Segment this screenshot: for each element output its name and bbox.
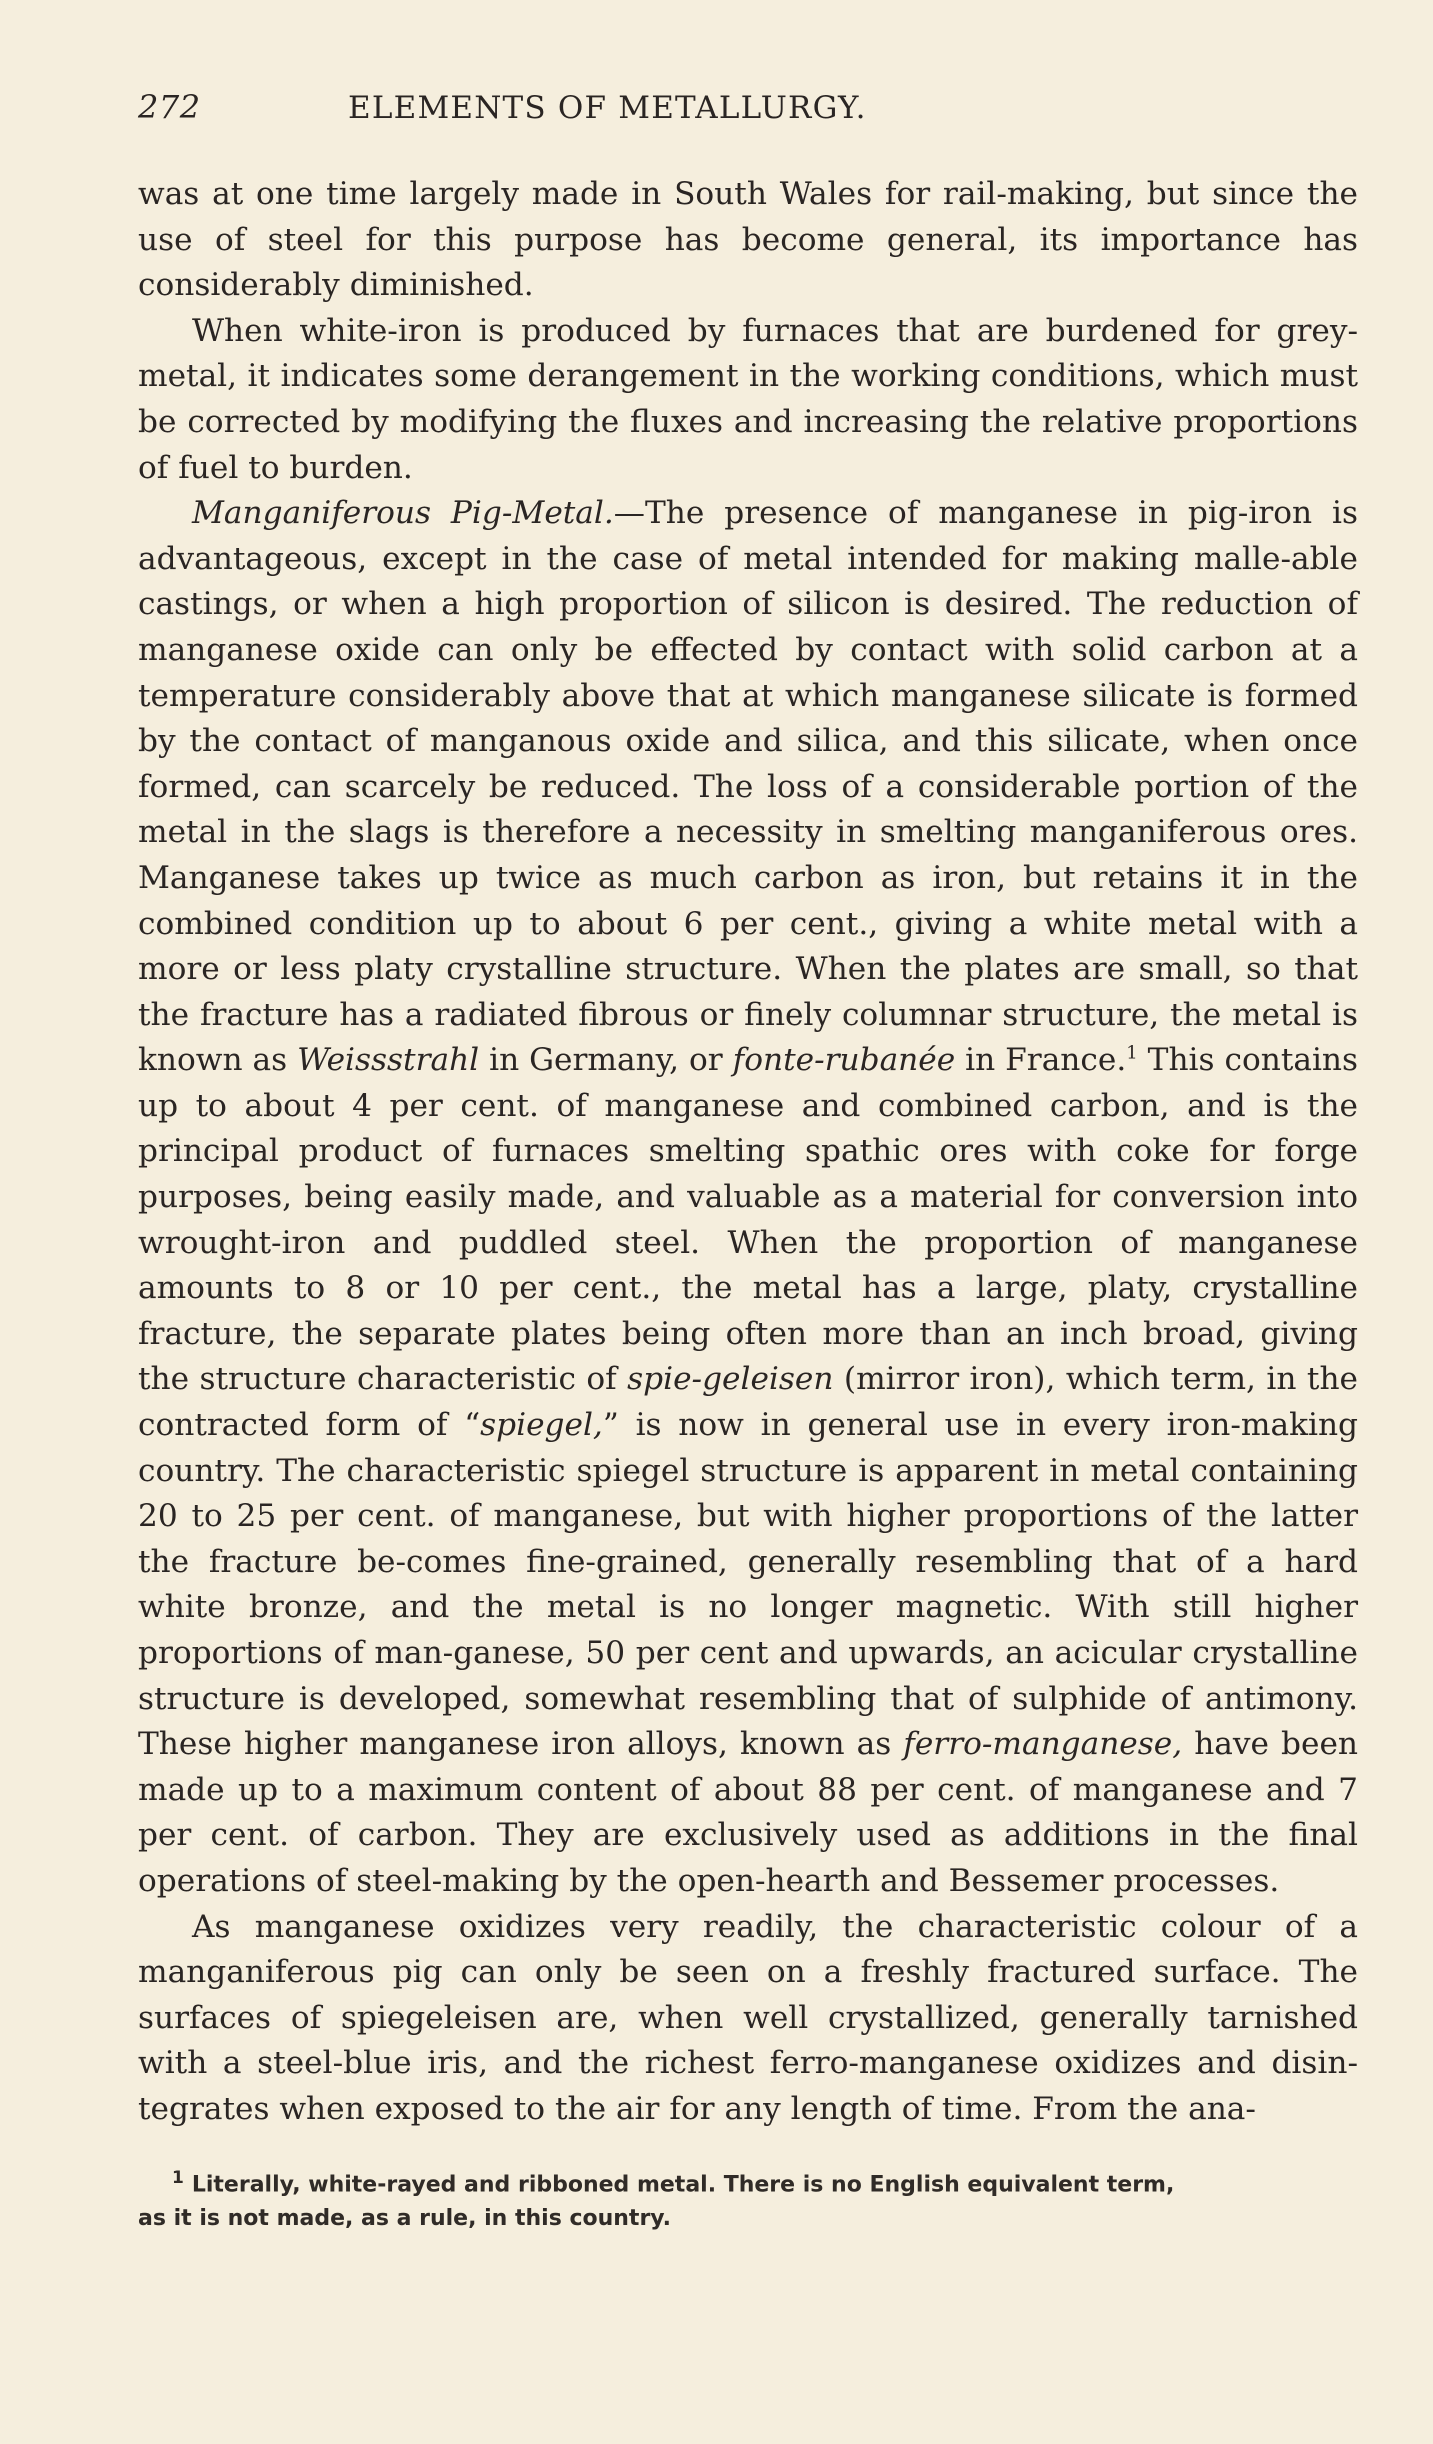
paragraph-text: (mirror iron), which term, in the contracted form of “	[138, 1361, 1358, 1444]
paragraph-text: in France.	[955, 1042, 1127, 1079]
paragraph-text: This contains up to about 4 per cent. of manganese and combined carbon, and is the principal product of furnaces smelting spathic ores with coke for forge purposes, being easily made, and valuable as a material for conversion into wrought-iron and puddled steel. When the proportion of manganese amounts to 8 or 10 per cent., the metal has a large, platy, crystalline fracture, the separate plates being often more than an inch broad, giving the structure characteristic of	[138, 1042, 1359, 1398]
term-fonte-rubanee: fonte-rubanée	[732, 1042, 956, 1079]
paragraph-text: —The presence of manganese in pig-iron is advantageous, except in the case of metal intended for making malle-able castings, or when a high proportion of silicon is desired. The reduction of manganese oxide can only be effected by contact with solid carbon at a temperature considerably above that at which manganese silicate is formed by the contact of manganous oxide and silica, and this silicate, when once formed, can scarcely be reduced. The loss of a considerable portion of the metal in the slags is therefore a necessity in smelting manganiferous ores. Manganese takes up twice as much carbon as iron, but retains it in the combined condition up to about 6 per cent., giving a white metal with a more or less platy crystalline structure. When the plates are small, so that the fracture has a radiated fibrous or finely columnar structure, the metal is known as	[138, 495, 1358, 1079]
term-spiegel: spiegel,	[480, 1407, 603, 1444]
paragraph-manganiferous	[138, 491, 1358, 1904]
body-text	[138, 172, 1358, 2133]
footnote-line-2: as it is not made, as a rule, in this country.	[138, 2205, 671, 2231]
footnote-mark: 1	[172, 2167, 184, 2188]
footnote	[138, 2161, 1358, 2236]
footnote-reference: 1	[1126, 1042, 1138, 1064]
term-ferro-manganese: ferro-manganese,	[903, 1726, 1183, 1763]
book-page	[138, 88, 1358, 2236]
footnote-line-1	[138, 2161, 1358, 2202]
running-title: ELEMENTS OF METALLURGY.	[348, 90, 867, 126]
running-head	[138, 88, 1358, 142]
section-heading: Manganiferous Pig-Metal.	[192, 495, 614, 532]
page-number: 272	[138, 88, 201, 126]
footnote-text-1: Literally, white-rayed and ribboned metal. There is no English equivalent term,	[191, 2171, 1175, 2197]
paragraph-oxidation: As manganese oxidizes very readily, the characteristic colour of a manganiferous pig can only be seen on a freshly fractured surface. The surfaces of spiegeleisen are, when well crystallized, generally tarnished with a steel-blue iris, and the richest ferro-manganese oxidizes and disin-tegrates when exposed to the air for any length of time. From the ana-	[138, 1908, 1358, 2127]
paragraph-text: in Germany, or	[479, 1042, 733, 1079]
term-spiegeleisen: spie-geleisen	[627, 1361, 834, 1398]
paragraph-continuation: was at one time largely made in South Wales for rail-making, but since the use of steel for this purpose has become general, its importance has considerably diminished.	[138, 176, 1358, 304]
term-weissstrahl: Weissstrahl	[297, 1042, 480, 1079]
paragraph-white-iron: When white-iron is produced by furnaces that are burdened for grey-metal, it indicates some derangement in the working conditions, which must be corrected by modifying the fluxes and increasing the relative proportions of fuel to burden.	[138, 312, 1358, 486]
paragraph-text: ” is now in general use in every iron-making country. The characteristic spiegel structure is apparent in metal containing 20 to 25 per cent. of manganese, but with higher proportions of the latter the fracture be-comes fine-grained, generally resembling that of a hard white bronze, and the metal is no longer magnetic. With still higher proportions of man-ganese, 50 per cent and upwards, an acicular crystalline structure is developed, somewhat resembling that of sulphide of antimony. These higher manganese iron alloys, known as	[138, 1407, 1358, 1763]
paragraph-text: have been made up to a maximum content of about 88 per cent. of manganese and 7 per cent. of carbon. They are exclusively used as additions in the final operations of steel-making by the open-hearth and Bessemer processes.	[138, 1726, 1358, 1899]
